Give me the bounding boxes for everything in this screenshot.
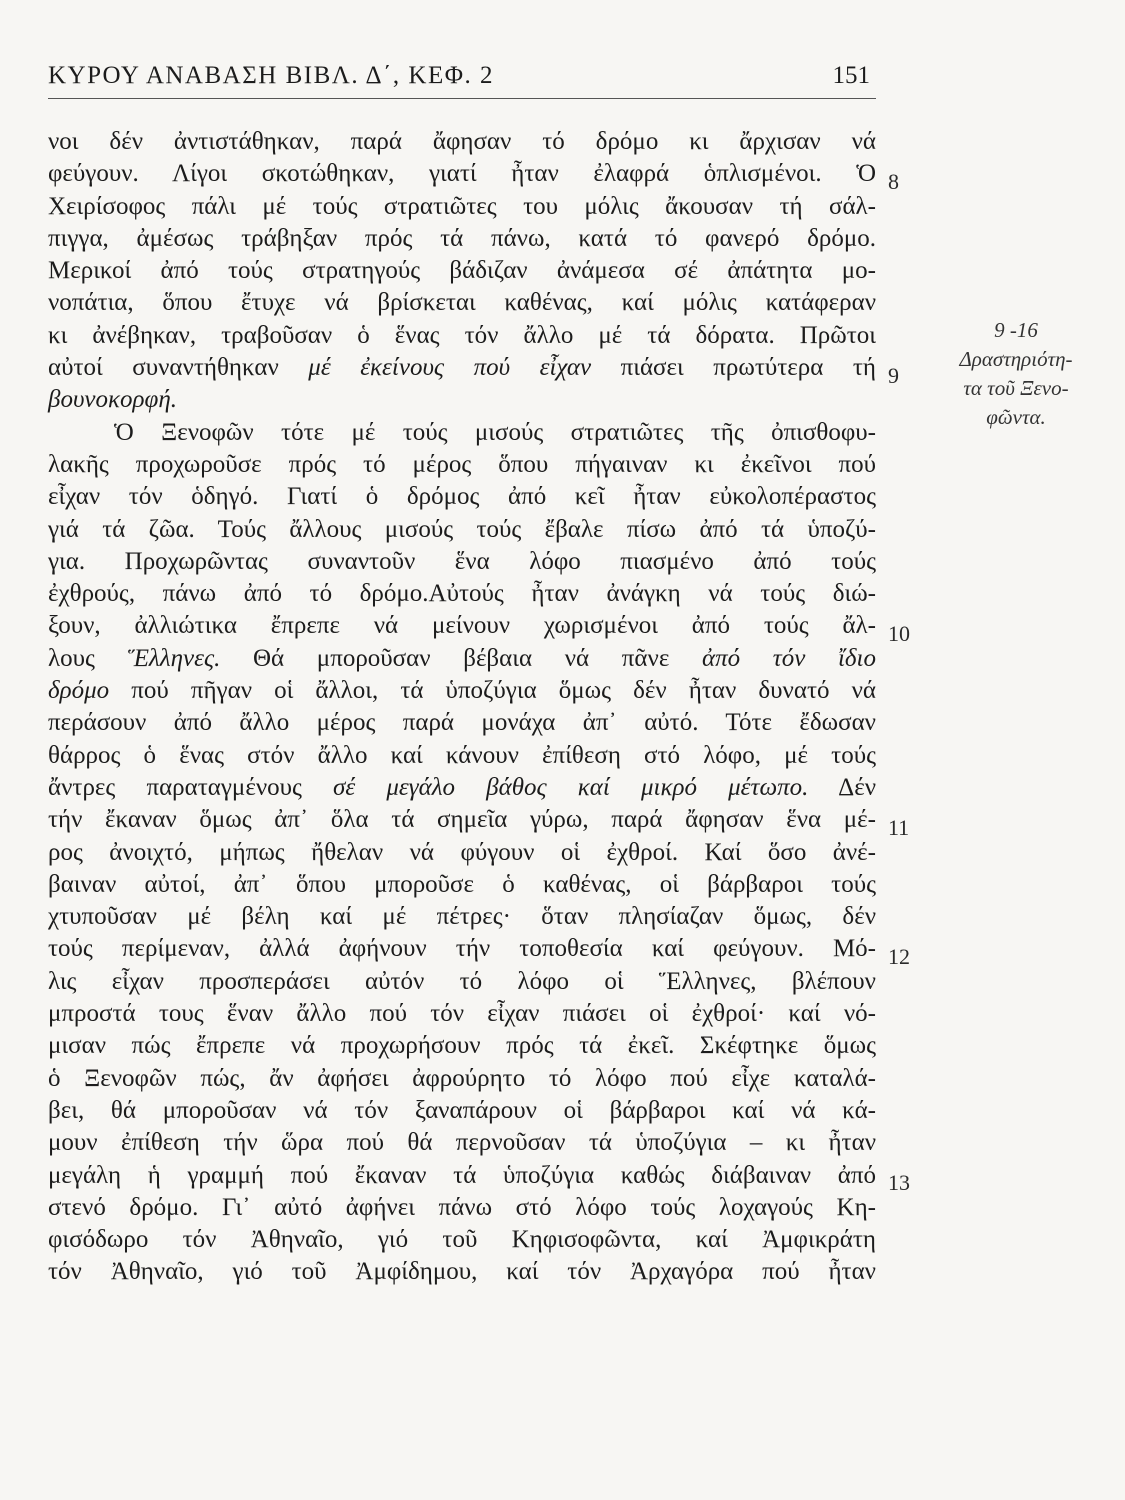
text-line: εἶχαν τόν ὁδηγό. Γιατί ὁ δρόμος ἀπό κεῖ ἦταν εὐκολοπέραστος xyxy=(48,483,876,511)
section-number-10: 10 xyxy=(888,621,910,646)
text-line: ξουν, ἀλλιώτικα ἔπρεπε νά μείνουν χωρισμένοι ἀπό τούς ἄλ- xyxy=(48,612,876,640)
text-line: μισαν πώς ἔπρεπε νά προχωρήσουν πρός τά ἐκεῖ. Σκέφτηκε ὅμως xyxy=(48,1032,876,1060)
text-line: μπροστά τους ἕναν ἄλλο πού τόν εἶχαν πιάσει οἱ ἐχθροί· καί νό- xyxy=(48,1000,876,1028)
text-line: κι ἀνέβηκαν, τραβοῦσαν ὁ ἕνας τόν ἄλλο μέ τά δόρατα. Πρῶτοι xyxy=(48,321,876,349)
text-line: μουν ἐπίθεση τήν ὥρα πού θά περνοῦσαν τά ὑποζύγια – κι ἦταν xyxy=(48,1129,876,1157)
text-run: λους xyxy=(48,644,95,672)
text-line: πιγγα, ἀμέσως τράβηξαν πρός τά πάνω, κατά τό φανερό δρόμο. xyxy=(48,224,876,252)
text-line: για. Προχωρῶντας συναντοῦν ἕνα λόφο πιασμένο ἀπό τούς xyxy=(48,547,876,575)
text-line: Χειρίσοφος πάλι μέ τούς στρατιῶτες του μόλις ἄκουσαν τή σάλ- xyxy=(48,192,876,220)
text-line xyxy=(48,772,876,804)
italic-run: μέ ἐκείνους πού εἶχαν xyxy=(308,354,592,382)
page-number: 151 xyxy=(832,62,870,89)
text-line xyxy=(48,384,876,416)
text-run: Δέν xyxy=(838,773,877,801)
note-range: 9 -16 xyxy=(994,318,1038,342)
note-line: φῶντα. xyxy=(986,405,1046,429)
margin-summary-note xyxy=(926,316,1106,432)
text-line: φεύγουν. Λίγοι σκοτώθηκαν, γιατί ἦταν ἐλαφρά ὁπλισμένοι. Ὁ xyxy=(48,160,876,188)
text-line: Μερικοί ἀπό τούς στρατηγούς βάδιζαν ἀνάμεσα σέ ἀπάτητα μο- xyxy=(48,257,876,285)
text-line: νοι δέν ἀντιστάθηκαν, παρά ἄφησαν τό δρόμο κι ἄρχισαν νά xyxy=(48,128,876,155)
italic-run: δρόμο xyxy=(48,677,110,705)
text-line: λις εἶχαν προσπεράσει αὐτόν τό λόφο οἱ Ἕλληνες, βλέπουν xyxy=(48,967,876,995)
text-run: αὐτοί συναντήθηκαν xyxy=(48,354,279,382)
text-run: πιάσει πρωτύτερα τή xyxy=(620,354,876,382)
text-run: ἄντρες παραταγμένους xyxy=(48,773,302,801)
text-line: τήν ἔκαναν ὅμως ἀπ᾽ ὅλα τά σημεῖα γύρω, παρά ἄφησαν ἕνα μέ- xyxy=(48,806,876,834)
text-line: νοπάτια, ὅπου ἔτυχε νά βρίσκεται καθένας, καί μόλις κατάφεραν xyxy=(48,289,876,317)
italic-run: Ἕλληνες. xyxy=(127,644,221,672)
italic-run: βουνοκορφή. xyxy=(48,386,178,414)
text-line: μεγάλη ἡ γραμμή πού ἔκαναν τά ὑποζύγια καθώς διάβαιναν ἀπό xyxy=(48,1161,876,1189)
text-line: περάσουν ἀπό ἄλλο μέρος παρά μονάχα ἀπ᾽ αὐτό. Τότε ἔδωσαν xyxy=(48,709,876,737)
note-line: τα τοῦ Ξενο- xyxy=(963,376,1069,400)
text-line: ἐχθρούς, πάνω ἀπό τό δρόμο.Αὐτούς ἦταν ἀνάγκη νά τούς διώ- xyxy=(48,580,876,608)
section-number-8: 8 xyxy=(888,169,899,194)
section-number-11: 11 xyxy=(888,815,910,840)
running-title: ΚΥΡΟΥ ΑΝΑΒΑΣΗ ΒΙΒΛ. Δ΄, ΚΕΦ. 2 xyxy=(48,62,494,89)
note-line: Δραστηριότη- xyxy=(959,347,1073,371)
text-line: θάρρος ὁ ἕνας στόν ἄλλο καί κάνουν ἐπίθεση στό λόφο, μέ τούς xyxy=(48,741,876,769)
text-line: βει, θά μποροῦσαν νά τόν ξαναπάρουν οἱ βάρβαροι καί νά κά- xyxy=(48,1096,876,1124)
text-line: λακῆς προχωροῦσε πρός τό μέρος ὅπου πήγαιναν κι ἐκεῖνοι πού xyxy=(48,450,876,478)
text-line xyxy=(48,675,876,707)
running-header xyxy=(48,58,876,99)
text-run: Θά μποροῦσαν βέβαια νά πᾶνε xyxy=(253,644,670,672)
text-body xyxy=(48,126,876,1289)
italic-run: σέ μεγάλο βάθος καί μικρό μέτωπο. xyxy=(333,773,809,801)
section-number-9: 9 xyxy=(888,363,899,388)
text-line: βαιναν αὐτοί, ἀπ᾽ ὅπου μποροῦσε ὁ καθένας, οἱ βάρβαροι τούς xyxy=(48,870,876,898)
text-line: τόν Ἀθηναῖο, γιό τοῦ Ἀμφίδημου, καί τόν Ἀρχαγόρα πού ἦταν xyxy=(48,1258,876,1286)
text-line: στενό δρόμο. Γι᾽ αὐτό ἀφήνει πάνω στό λόφο τούς λοχαγούς Κη- xyxy=(48,1193,876,1221)
paragraph-first-line: Ὁ Ξενοφῶν τότε μέ τούς μισούς στρατιῶτες τῆς ὀπισθοφυ- xyxy=(114,418,876,446)
text-line: τούς περίμεναν, ἀλλά ἀφήνουν τήν τοποθεσία καί φεύγουν. Μό- xyxy=(48,935,876,963)
text-line: ρος ἀνοιχτό, μήπως ἤθελαν νά φύγουν οἱ ἐχθροί. Καί ὅσο ἀνέ- xyxy=(48,838,876,866)
section-number-13: 13 xyxy=(888,1170,910,1195)
text-line xyxy=(48,352,876,384)
section-number-12: 12 xyxy=(888,944,910,969)
text-line: φισόδωρο τόν Ἀθηναῖο, γιό τοῦ Κηφισοφῶντα, καί Ἀμφικράτη xyxy=(48,1226,876,1254)
text-line: χτυποῦσαν μέ βέλη καί μέ πέτρες· ὅταν πλησίαζαν ὅμως, δέν xyxy=(48,903,876,931)
text-line: γιά τά ζῶα. Τούς ἄλλους μισούς τούς ἔβαλε πίσω ἀπό τά ὑποζύ- xyxy=(48,515,876,543)
text-line xyxy=(48,643,876,675)
italic-run: ἀπό τόν ἴδιο xyxy=(701,644,876,672)
text-run: πού πῆγαν οἱ ἄλλοι, τά ὑποζύγια ὅμως δέν ἦταν δυνατό νά xyxy=(131,677,876,705)
text-line: ὁ Ξενοφῶν πώς, ἄν ἀφήσει ἀφρούρητο τό λόφο πού εἶχε καταλά- xyxy=(48,1064,876,1092)
